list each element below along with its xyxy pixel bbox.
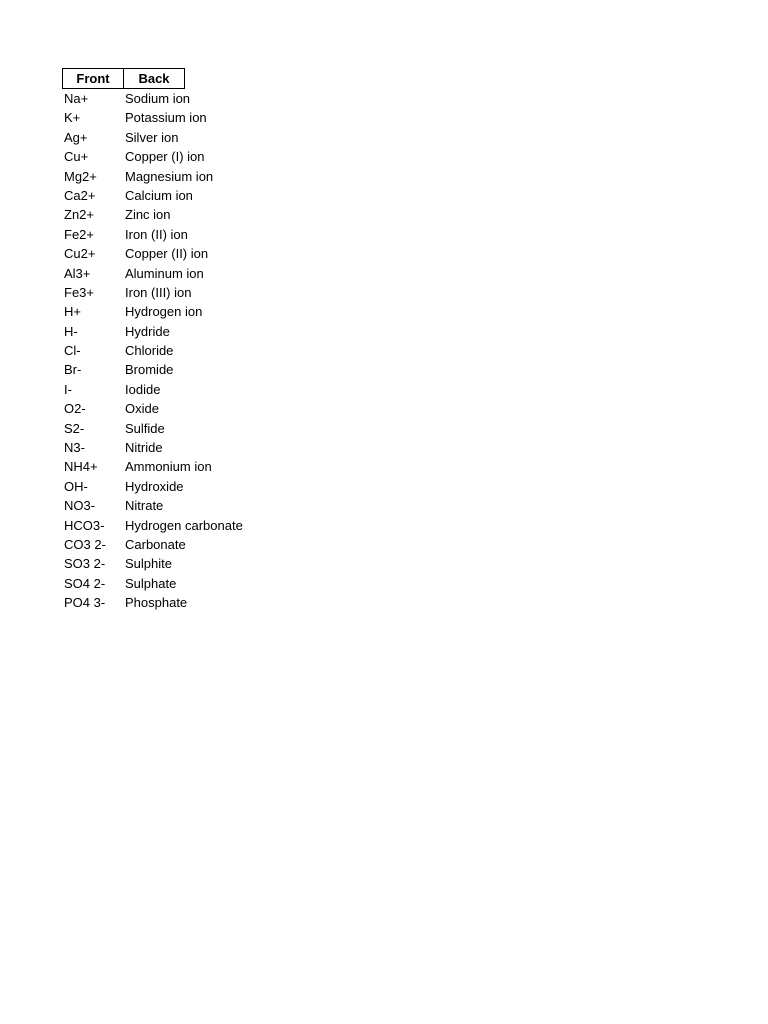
cell-back: Zinc ion (125, 207, 171, 223)
cell-front: NH4+ (64, 459, 98, 475)
cell-back: Copper (II) ion (125, 246, 209, 262)
table-row (62, 186, 243, 205)
cell-front: H+ (64, 304, 81, 320)
table-row (62, 457, 243, 476)
cell-back: Sodium ion (125, 91, 191, 106)
cell-back: Aluminum ion (125, 265, 204, 281)
table-row (62, 341, 243, 360)
table-row (62, 535, 243, 554)
cell-front: Cu2+ (64, 246, 96, 262)
header-back: Back (124, 68, 185, 89)
cell-back: Magnesium ion (125, 168, 214, 184)
table-body (62, 89, 243, 613)
cell-back: Calcium ion (125, 187, 193, 203)
cell-back: Carbonate (125, 536, 186, 552)
table-row (62, 225, 243, 244)
cell-back: Copper (I) ion (125, 149, 205, 165)
cell-front: OH- (64, 478, 88, 494)
table-row (62, 108, 243, 127)
cell-back: Iodide (125, 381, 161, 397)
cell-back: Bromide (125, 362, 174, 378)
cell-front: PO4 3- (64, 595, 106, 611)
table-row (62, 205, 243, 224)
cell-back: Sulfide (125, 420, 165, 436)
table-row (62, 399, 243, 418)
cell-front: Mg2+ (64, 168, 97, 184)
table-row (62, 360, 243, 379)
cell-back: Sulphite (125, 556, 172, 572)
cell-back: Iron (III) ion (125, 284, 192, 300)
cell-front: Zn2+ (64, 207, 94, 223)
table-row (62, 380, 243, 399)
cell-back: Hydride (125, 323, 170, 339)
table-row (62, 554, 243, 573)
table-row (62, 496, 243, 515)
table-row (62, 147, 243, 166)
cell-back: Nitride (125, 440, 163, 456)
cell-back: Oxide (125, 401, 159, 417)
cell-front: SO4 2- (64, 575, 106, 591)
cell-back: Sulphate (125, 575, 177, 591)
cell-front: S2- (64, 420, 85, 436)
cell-front: SO3 2- (64, 556, 106, 572)
cell-back: Nitrate (125, 498, 164, 514)
cell-front: Cl- (64, 343, 81, 359)
cell-back: Ammonium ion (125, 459, 212, 475)
cell-front: HCO3- (64, 517, 105, 533)
table-row (62, 264, 243, 283)
table-row (62, 438, 243, 457)
table-row (62, 419, 243, 438)
header-front: Front (62, 68, 124, 89)
table-row (62, 477, 243, 496)
cell-back: Hydrogen carbonate (125, 517, 243, 533)
cell-front: Al3+ (64, 265, 91, 281)
table-row (62, 574, 243, 593)
cell-front: I- (64, 381, 72, 397)
cell-back: Hydroxide (125, 478, 184, 494)
cell-front: Ag+ (64, 129, 88, 145)
flashcard-table (62, 68, 243, 613)
table-header (62, 68, 243, 89)
cell-front: Cu+ (64, 149, 89, 165)
table-row (62, 322, 243, 341)
table-row (62, 283, 243, 302)
cell-front: Ca2+ (64, 187, 96, 203)
cell-front: CO3 2- (64, 536, 106, 552)
table-row (62, 302, 243, 321)
table-row (62, 516, 243, 535)
cell-front: Fe3+ (64, 284, 94, 300)
cell-front: N3- (64, 440, 85, 456)
cell-back: Iron (II) ion (125, 226, 188, 242)
cell-back: Phosphate (125, 595, 188, 611)
table-row (62, 244, 243, 263)
cell-front: Fe2+ (64, 226, 94, 242)
cell-back: Potassium ion (125, 110, 207, 126)
cell-front: NO3- (64, 498, 96, 514)
cell-back: Chloride (125, 343, 174, 359)
cell-front: Br- (64, 362, 82, 378)
cell-back: Silver ion (125, 129, 179, 145)
cell-front: O2- (64, 401, 86, 417)
table-row (62, 167, 243, 186)
cell-front: Na+ (64, 91, 89, 106)
table-row (62, 128, 243, 147)
cell-front: K+ (64, 110, 81, 126)
table-row (62, 89, 243, 108)
table-row (62, 593, 243, 612)
cell-back: Hydrogen ion (125, 304, 203, 320)
cell-front: H- (64, 323, 78, 339)
